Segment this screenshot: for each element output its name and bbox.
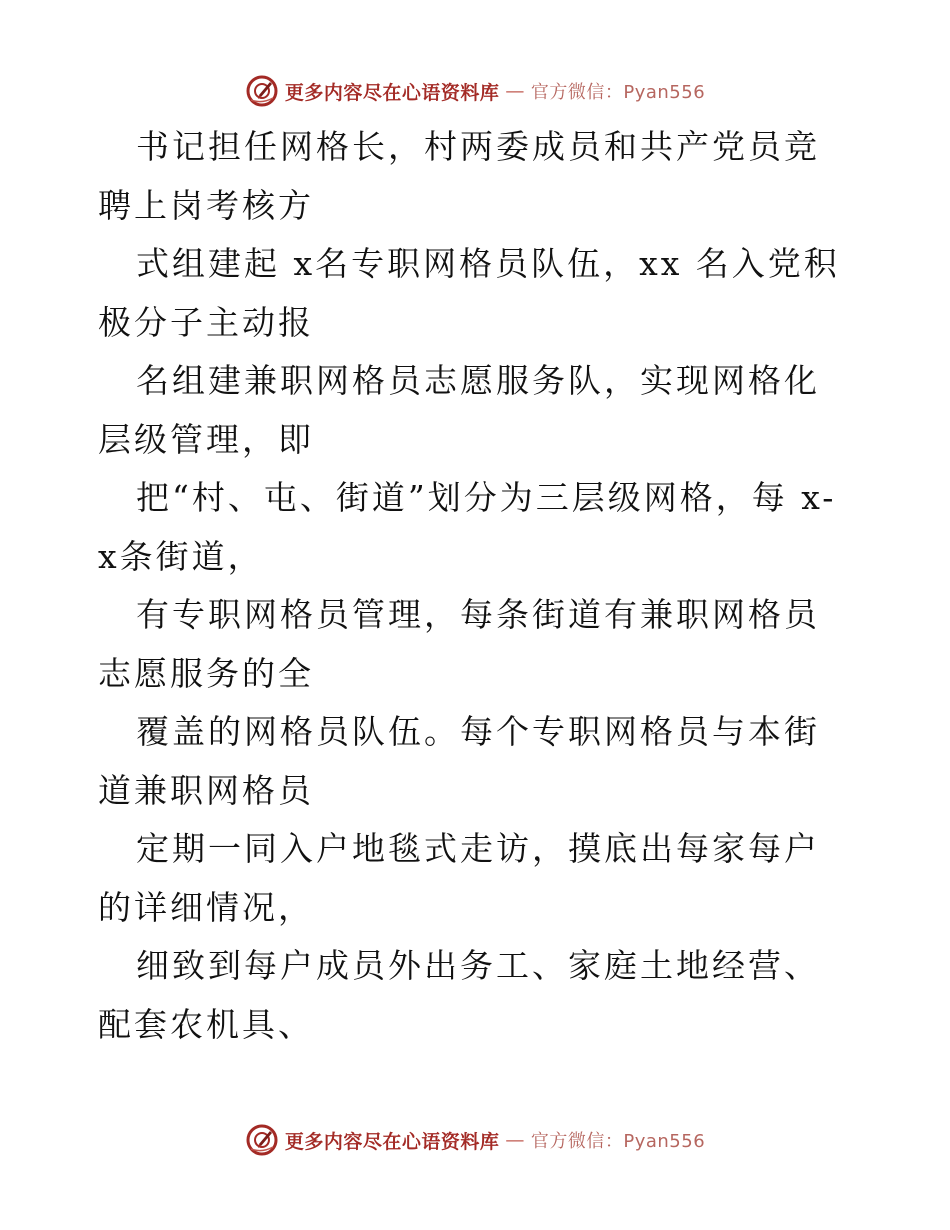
paragraph: 名组建兼职网格员志愿服务队，实现网格化层级管理，即 bbox=[98, 361, 820, 459]
document-body bbox=[98, 118, 854, 1054]
paragraph: 式组建起 x名专职网格员队伍，xx 名入党积极分子主动报 bbox=[98, 244, 840, 342]
library-logo-icon bbox=[245, 1123, 279, 1157]
library-logo-icon bbox=[245, 74, 279, 108]
paragraph: 有专职网格员管理，每条街道有兼职网格员志愿服务的全 bbox=[98, 595, 820, 693]
paragraph: 细致到每户成员外出务工、家庭土地经营、配套农机具、 bbox=[98, 946, 820, 1044]
paragraph: 覆盖的网格员队伍。每个专职网格员与本街道兼职网格员 bbox=[98, 712, 820, 810]
paragraph: 把“村、屯、街道”划分为三层级网格，每 x-x条街道， bbox=[98, 478, 837, 576]
footer-banner-separator: — bbox=[505, 1129, 525, 1151]
footer-banner-inner bbox=[245, 1123, 705, 1157]
footer-banner bbox=[0, 1120, 950, 1160]
footer-banner-wechat: 官方微信：Pyan556 bbox=[530, 1131, 706, 1152]
header-banner-inner bbox=[245, 74, 705, 108]
header-banner-separator: — bbox=[505, 80, 525, 102]
header-banner-title: 更多内容尽在心语资料库 bbox=[284, 81, 500, 104]
header-banner bbox=[0, 71, 950, 111]
header-banner-wechat: 官方微信：Pyan556 bbox=[530, 82, 706, 103]
paragraph: 书记担任网格长，村两委成员和共产党员竞聘上岗考核方 bbox=[98, 127, 820, 225]
footer-banner-title: 更多内容尽在心语资料库 bbox=[284, 1130, 500, 1153]
paragraph: 定期一同入户地毯式走访，摸底出每家每户的详细情况， bbox=[98, 829, 820, 927]
